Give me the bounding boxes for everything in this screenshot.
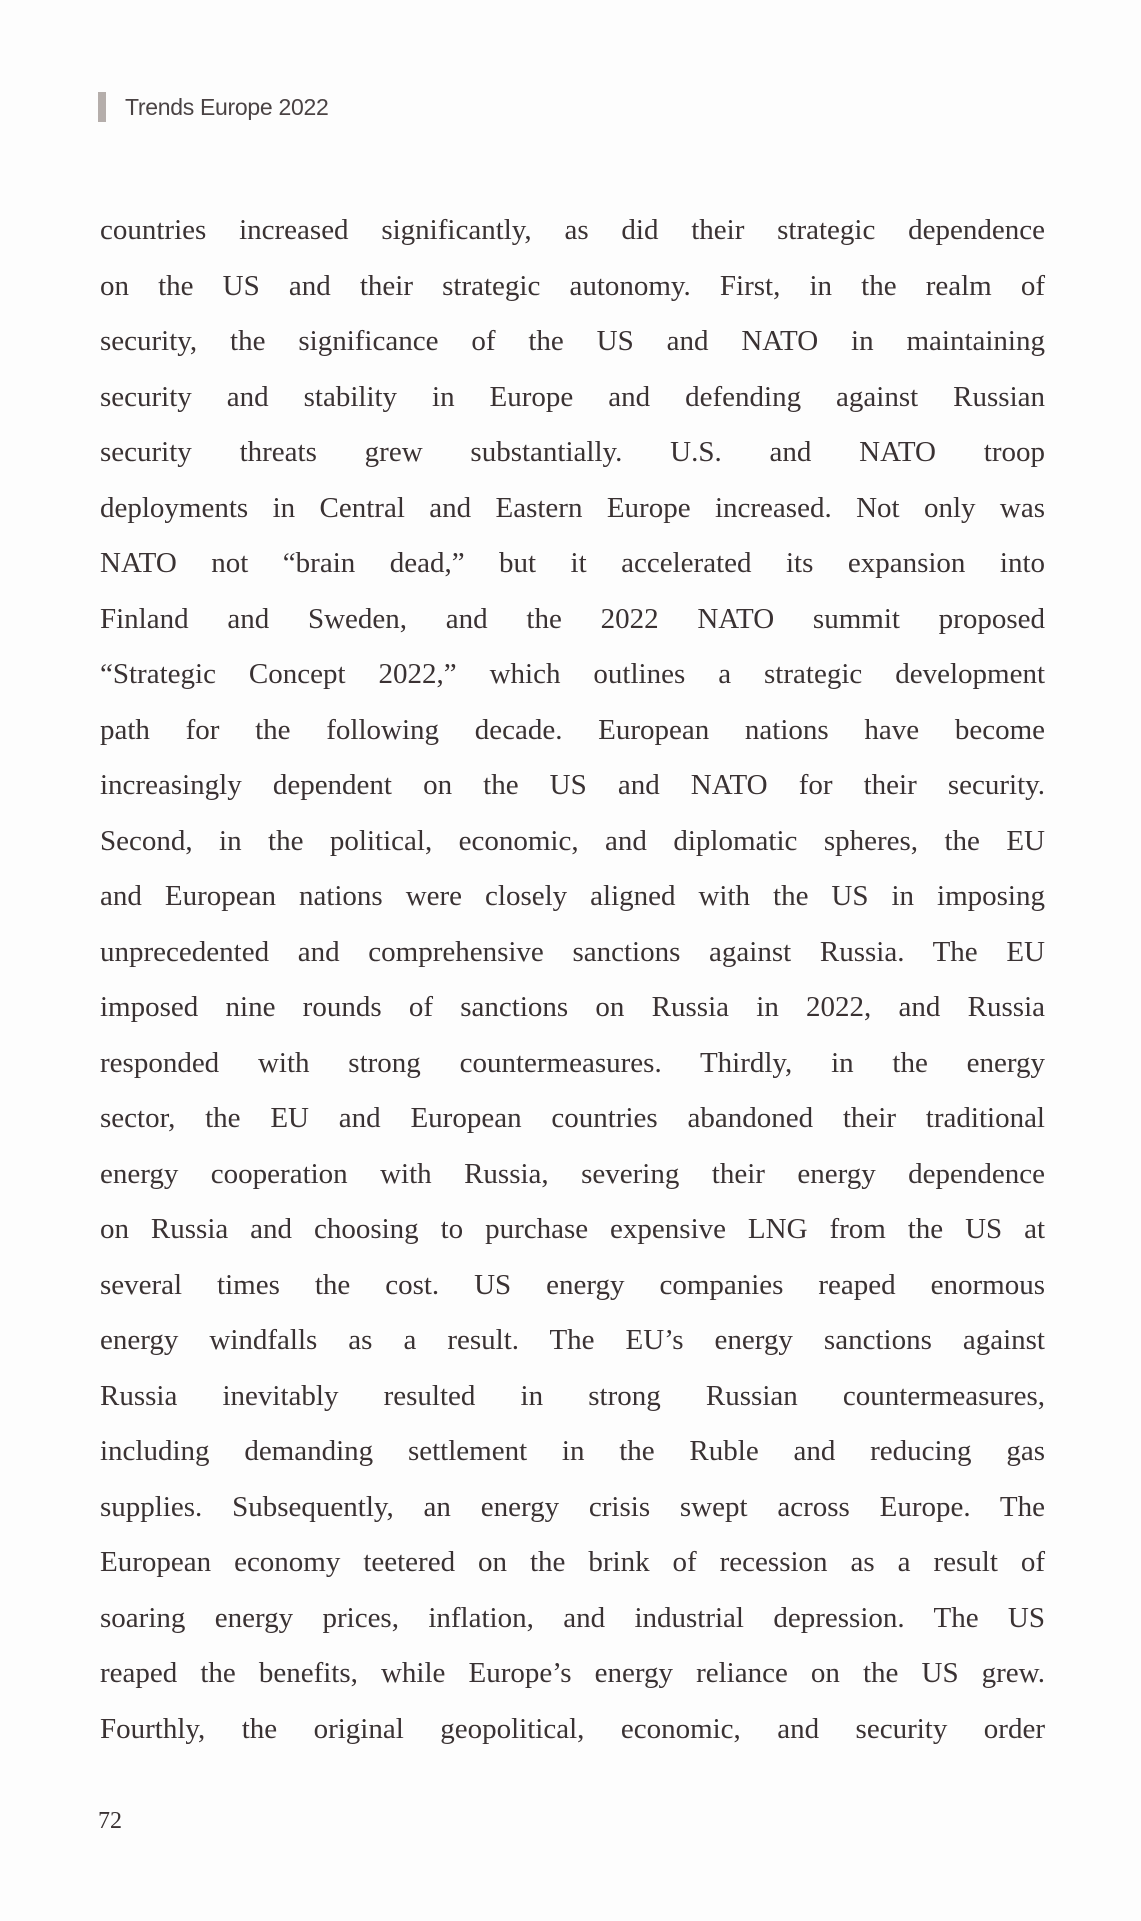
running-header-title: Trends Europe 2022	[125, 93, 329, 120]
text-line: including demanding settlement in the Ruble and reducing gas	[100, 1435, 1045, 1467]
text-line: and European nations were closely aligned with the US in imposing	[100, 880, 1045, 912]
text-line: security and stability in Europe and defending against Russian	[100, 380, 1045, 413]
text-line: security, the significance of the US and NATO in maintaining	[100, 325, 1045, 357]
text-line: sector, the EU and European countries abandoned their traditional	[100, 1102, 1045, 1134]
text-line: on Russia and choosing to purchase expensive LNG from the US at	[100, 1213, 1045, 1245]
text-line: imposed nine rounds of sanctions on Russia in 2022, and Russia	[100, 991, 1045, 1023]
text-line: on the US and their strategic autonomy. First, in the realm of	[100, 269, 1045, 302]
page-number: 72	[98, 1808, 122, 1834]
text-line: responded with strong countermeasures. Thirdly, in the energy	[100, 1046, 1045, 1079]
text-line: deployments in Central and Eastern Europe increased. Not only was	[100, 491, 1045, 524]
text-line: energy cooperation with Russia, severing their energy dependence	[100, 1157, 1045, 1190]
body-paragraph	[100, 210, 1045, 1764]
text-line: unprecedented and comprehensive sanctions against Russia. The EU	[100, 935, 1045, 968]
text-line: NATO not “brain dead,” but it accelerated its expansion into	[100, 547, 1045, 579]
header-accent-bar	[98, 92, 106, 122]
text-line: soaring energy prices, inflation, and industrial depression. The US	[100, 1601, 1045, 1634]
text-line: reaped the benefits, while Europe’s energy reliance on the US grew.	[100, 1657, 1045, 1689]
text-line: Second, in the political, economic, and diplomatic spheres, the EU	[100, 824, 1045, 857]
text-line: countries increased significantly, as did their strategic dependence	[100, 214, 1045, 246]
running-header	[98, 90, 328, 124]
text-line: Finland and Sweden, and the 2022 NATO summit proposed	[100, 602, 1045, 635]
text-line: several times the cost. US energy companies reaped enormous	[100, 1268, 1045, 1301]
text-line: supplies. Subsequently, an energy crisis swept across Europe. The	[100, 1490, 1045, 1523]
text-line: energy windfalls as a result. The EU’s energy sanctions against	[100, 1324, 1045, 1356]
text-line: Russia inevitably resulted in strong Russian countermeasures,	[100, 1379, 1045, 1412]
text-line: Fourthly, the original geopolitical, economic, and security order	[100, 1712, 1045, 1745]
text-line: path for the following decade. European nations have become	[100, 713, 1045, 746]
text-line: security threats grew substantially. U.S. and NATO troop	[100, 436, 1045, 468]
text-line: increasingly dependent on the US and NATO for their security.	[100, 769, 1045, 801]
text-line: European economy teetered on the brink of recession as a result of	[100, 1546, 1045, 1578]
text-line: “Strategic Concept 2022,” which outlines a strategic development	[100, 658, 1045, 690]
